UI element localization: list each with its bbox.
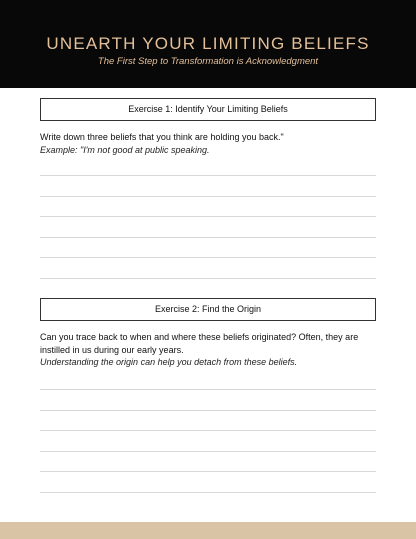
exercise-1-example: Example: "I'm not good at public speaking. (40, 144, 210, 155)
exercise-2-section (40, 298, 376, 369)
exercise-2-note: Understanding the origin can help you detach from these beliefs. (40, 357, 298, 367)
writing-line[interactable] (40, 278, 376, 279)
page-subtitle: The First Step to Transformation is Acknowledgment (97, 56, 319, 67)
writing-line[interactable] (40, 451, 376, 452)
writing-line[interactable] (40, 237, 376, 238)
writing-line[interactable] (40, 389, 376, 390)
writing-line[interactable] (40, 196, 376, 197)
exercise-1-section (40, 98, 376, 156)
exercise-2-instruction: Can you trace back to when and where these beliefs originated? Often, they are instilled in us during our early years. (40, 332, 359, 355)
exercise-1-heading: Exercise 1: Identify Your Limiting Beliefs (40, 98, 376, 121)
writing-line[interactable] (40, 175, 376, 176)
footer-band (0, 522, 416, 539)
writing-line[interactable] (40, 492, 376, 493)
header-banner (0, 0, 416, 88)
writing-line[interactable] (40, 471, 376, 472)
page-title: UNEARTH YOUR LIMITING BELIEFS (46, 34, 370, 53)
writing-line[interactable] (40, 257, 376, 258)
writing-line[interactable] (40, 430, 376, 431)
writing-line[interactable] (40, 410, 376, 411)
exercise-2-heading: Exercise 2: Find the Origin (40, 298, 376, 321)
exercise-1-instruction: Write down three beliefs that you think are holding you back." (40, 132, 284, 142)
writing-line[interactable] (40, 216, 376, 217)
